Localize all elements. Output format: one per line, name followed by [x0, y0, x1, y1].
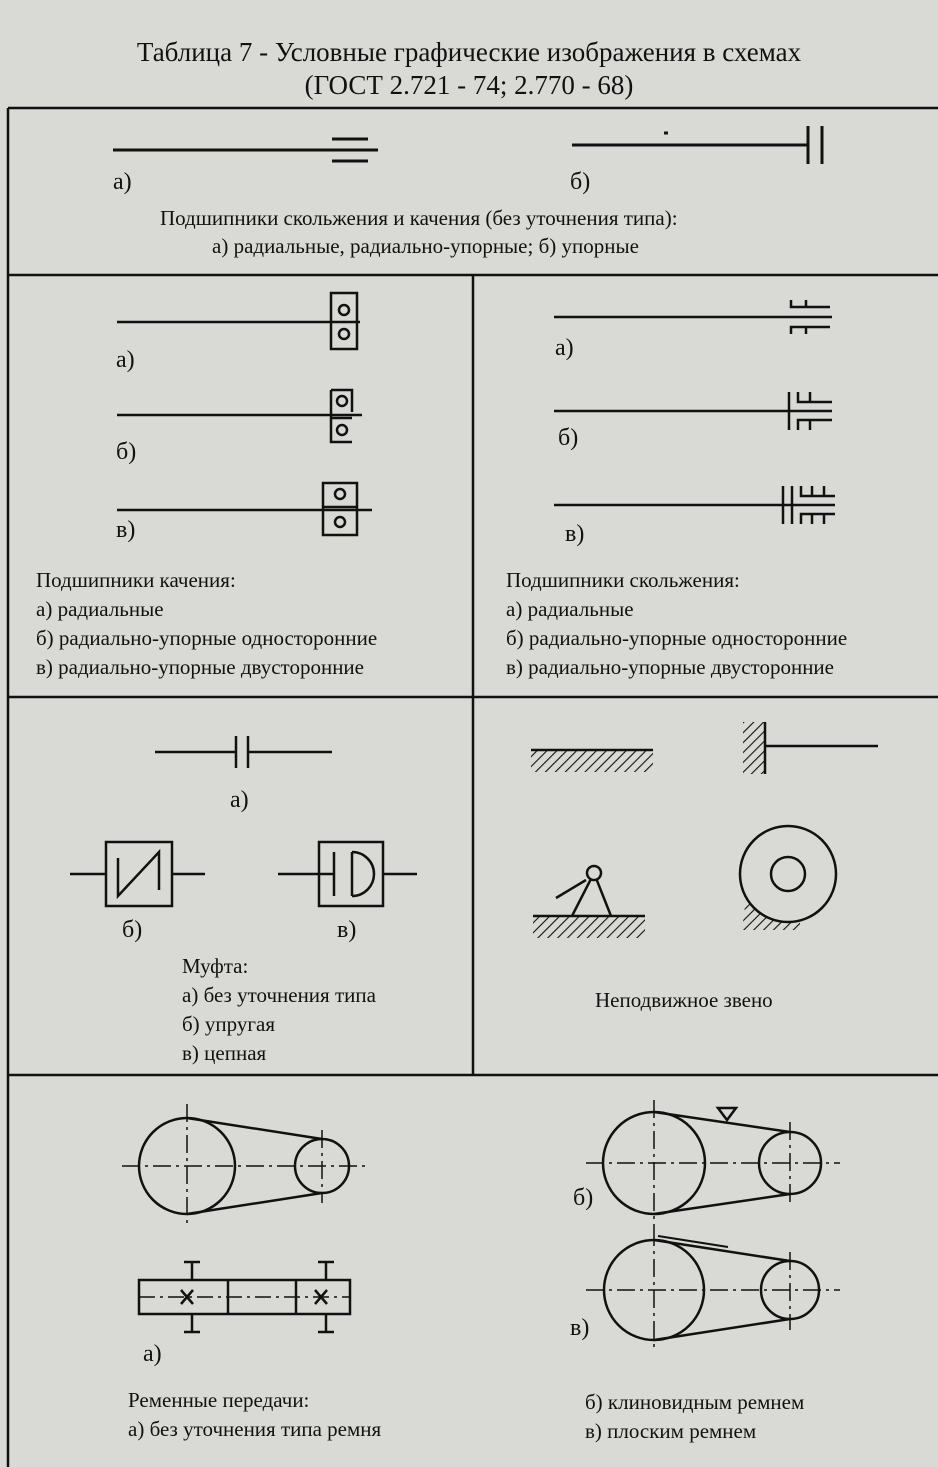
caption-bearings-generic-types: а) радиальные, радиально-упорные; б) упорные — [212, 234, 639, 258]
sliding-bearing-angular-double — [554, 486, 835, 524]
label-a: а) — [555, 335, 574, 361]
label-a: а) — [113, 169, 132, 195]
bearing-generic-thrust — [572, 126, 822, 164]
rolling-bearing-radial — [117, 293, 360, 349]
caption-couplings — [182, 952, 376, 1068]
caption-belt-drives — [128, 1386, 381, 1444]
caption-line: в) плоским ремнем — [585, 1419, 757, 1443]
sliding-bearing-angular-single — [554, 392, 832, 430]
rolling-bearing-angular-double — [117, 483, 372, 535]
caption-line: б) радиально-упорные односторонние — [36, 626, 378, 650]
caption-line: б) клиновидным ремнем — [585, 1390, 805, 1414]
caption-line: Муфта: — [182, 954, 249, 978]
label-c: в) — [570, 1315, 590, 1341]
label-b: б) — [570, 169, 591, 195]
coupling-elastic — [70, 842, 205, 906]
sliding-bearing-radial — [554, 300, 832, 334]
label-b: б) — [573, 1185, 594, 1211]
caption-line: б) упругая — [182, 1012, 275, 1036]
caption-line: в) радиально-упорные двусторонние — [36, 655, 364, 679]
caption-bearings-generic: Подшипники скольжения и качения (без уточнения типа): — [160, 206, 678, 230]
label-a: а) — [143, 1341, 162, 1367]
caption-line: в) цепная — [182, 1041, 267, 1065]
caption-rolling-bearings — [36, 566, 377, 682]
label-a: а) — [230, 787, 249, 813]
fixed-link-surface — [531, 750, 653, 772]
caption-line: а) радиальные — [506, 597, 634, 621]
label-a: а) — [116, 347, 135, 373]
coupling-chain — [278, 842, 417, 906]
caption-line: Подшипники скольжения: — [506, 568, 740, 592]
label-c: в) — [565, 521, 585, 547]
fixed-link-wall — [743, 722, 878, 774]
caption-line: а) радиальные — [36, 597, 164, 621]
caption-line: в) радиально-упорные двусторонние — [506, 655, 834, 679]
caption-fixed-link: Неподвижное звено — [595, 988, 773, 1012]
belt-drive-flat-belt — [586, 1228, 840, 1352]
caption-line: Подшипники качения: — [36, 568, 236, 592]
belt-drive-v-belt — [586, 1100, 840, 1228]
coupling-generic — [155, 736, 332, 768]
caption-line: а) без уточнения типа ремня — [128, 1417, 382, 1441]
fixed-link-bushing — [740, 826, 836, 930]
label-b: б) — [116, 439, 137, 465]
caption-line: а) без уточнения типа — [182, 983, 376, 1007]
label-b: б) — [122, 917, 143, 943]
belt-drive-generic-side — [139, 1262, 350, 1332]
caption-belt-types — [585, 1388, 804, 1446]
caption-line: Ременные передачи: — [128, 1388, 310, 1412]
rolling-bearing-angular-single — [117, 390, 362, 442]
label-c: в) — [337, 917, 357, 943]
table-subtitle: (ГОСТ 2.721 - 74; 2.770 - 68) — [304, 70, 634, 100]
caption-line: б) радиально-упорные односторонние — [506, 626, 848, 650]
label-c: в) — [116, 517, 136, 543]
caption-sliding-bearings — [506, 566, 847, 682]
fixed-link-pivot-support — [533, 866, 645, 938]
bearing-generic-radial — [113, 139, 378, 161]
label-b: б) — [558, 425, 579, 451]
table-title: Таблица 7 - Условные графические изображения в схемах — [136, 37, 802, 67]
belt-drive-generic-front — [122, 1104, 365, 1228]
